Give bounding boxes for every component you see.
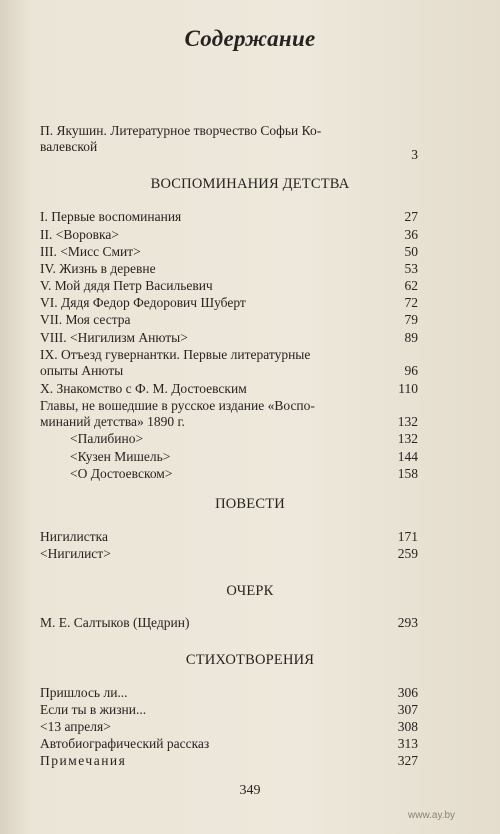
toc-page-number: 307 [397, 702, 418, 717]
toc-entry-ix [40, 347, 418, 379]
toc-page-number: 158 [397, 466, 418, 481]
intro-line-1: П. Якушин. Литературное творчество Софьи Ко- [40, 123, 322, 138]
intro-entry [40, 123, 418, 155]
toc-page-number: 27 [404, 209, 418, 224]
toc-page-number: 259 [397, 546, 418, 561]
toc-entry: Пришлось ли... [40, 685, 128, 700]
toc-entry-chapters-line-2: минаний детства» 1890 г. [40, 414, 185, 429]
toc-entry-ix-line-2: опыты Анюты [40, 363, 124, 378]
toc-page-number: 53 [404, 261, 418, 276]
toc-entry: <Нигилист> [40, 546, 111, 561]
toc-entry: VII. Моя сестра [40, 312, 131, 327]
toc-entry: VI. Дядя Федор Федорович Шуберт [40, 295, 246, 310]
toc-page-number: 79 [404, 312, 418, 327]
intro-line-2: валевской [40, 139, 98, 154]
toc-entry: IV. Жизнь в деревне [40, 261, 156, 276]
toc-entry-chapters-line-1: Главы, не вошедшие в русское издание «Воспо- [40, 398, 315, 413]
section-heading-childhood: ВОСПОМИНАНИЯ ДЕТСТВА [150, 176, 350, 192]
section-heading-stories: ПОВЕСТИ [215, 496, 285, 512]
toc-entry-chapters [40, 398, 418, 430]
toc-sub-entry: <Палибино> [70, 431, 144, 446]
toc-page-number: 327 [397, 753, 418, 768]
toc-page-number: 132 [397, 431, 418, 446]
intro-page-number: 3 [411, 147, 418, 162]
toc-entry: X. Знакомство с Ф. М. Достоевским [40, 381, 247, 396]
section-heading-poems: СТИХОТВОРЕНИЯ [185, 652, 315, 668]
toc-entry: II. <Воровка> [40, 227, 119, 242]
toc-page-number: 89 [404, 330, 418, 345]
watermark: www.ay.by [408, 810, 456, 821]
page-title: Содержание [184, 26, 316, 51]
toc-page-number: 144 [397, 449, 418, 464]
toc-page-number: 72 [404, 295, 418, 310]
toc-entry: V. Мой дядя Петр Васильевич [40, 278, 213, 293]
page-number-folio: 349 [239, 783, 261, 798]
toc-page-number: 132 [397, 414, 418, 429]
toc-page-number: 96 [404, 363, 418, 378]
toc-page-number: 36 [404, 227, 418, 242]
toc-page-number: 293 [397, 615, 418, 630]
toc-entry: Нигилистка [40, 529, 108, 544]
toc-sub-entry: <О Достоевском> [70, 466, 173, 481]
section-heading-essay: ОЧЕРК [226, 583, 274, 599]
toc-entry: Автобиографический рассказ [40, 736, 210, 751]
toc-entry: VIII. <Нигилизм Анюты> [40, 330, 188, 345]
toc-entry-ix-line-1: IX. Отъезд гувернантки. Первые литературные [40, 347, 311, 362]
toc-page-number: 62 [404, 278, 418, 293]
toc-page-number: 306 [397, 685, 418, 700]
toc-page-number: 313 [397, 736, 418, 751]
toc-entry: I. Первые воспоминания [40, 209, 182, 224]
toc-page-number: 110 [398, 381, 418, 396]
toc-page-number: 171 [397, 529, 418, 544]
toc-entry: Примечания [40, 753, 127, 768]
toc-entry: Если ты в жизни... [40, 702, 147, 717]
toc-entry: М. Е. Салтыков (Щедрин) [40, 615, 190, 630]
toc-sub-entry: <Кузен Мишель> [70, 449, 171, 464]
toc-entry: III. <Мисс Смит> [40, 244, 141, 259]
toc-page-number: 308 [397, 719, 418, 734]
toc-entry: <13 апреля> [40, 719, 111, 734]
toc-page-number: 50 [404, 244, 418, 259]
